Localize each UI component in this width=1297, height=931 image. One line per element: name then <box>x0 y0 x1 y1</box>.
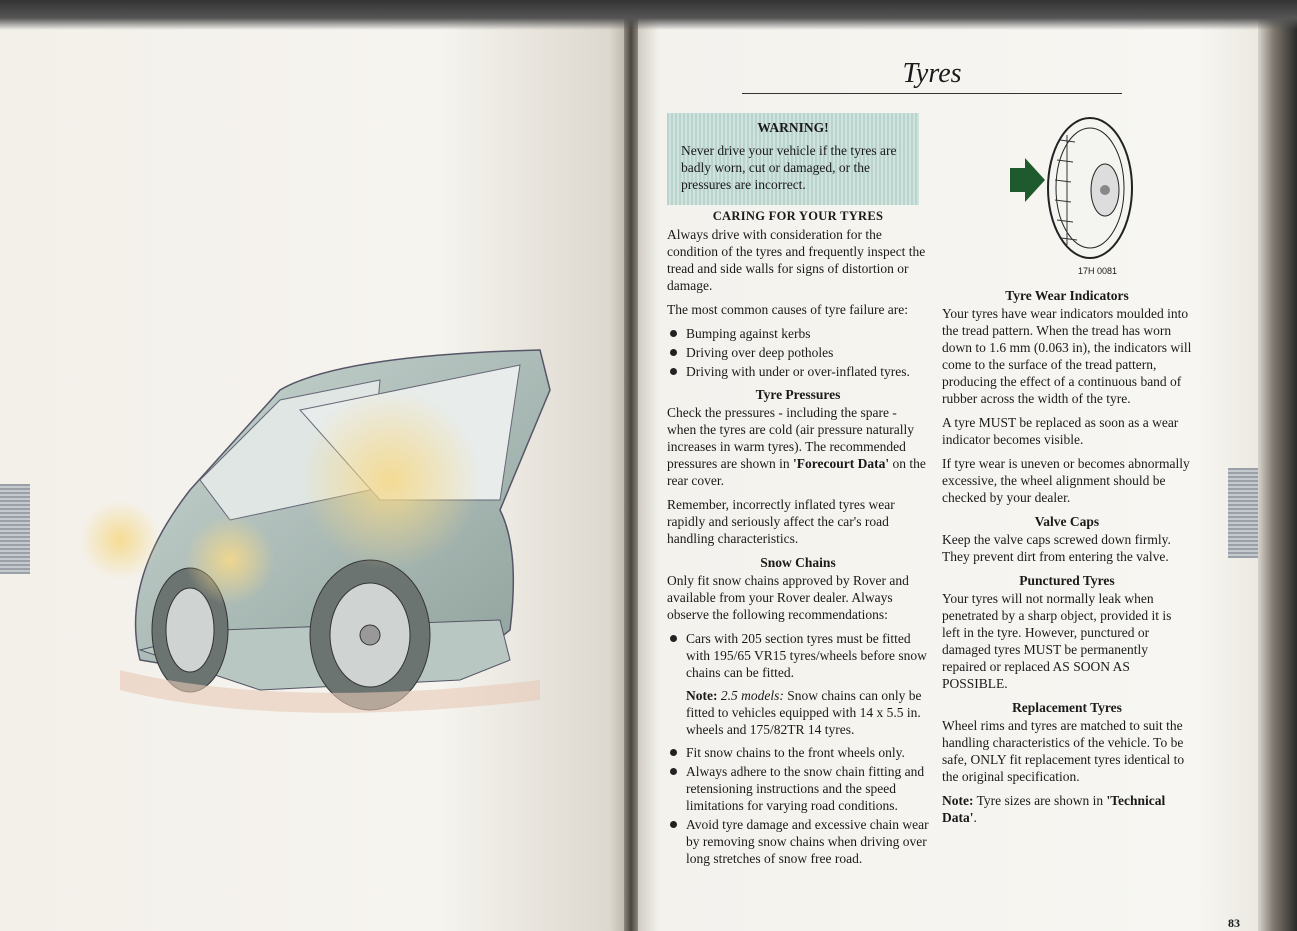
warning-box <box>667 113 919 205</box>
warning-text: Never drive your vehicle if the tyres are badly worn, cut or damaged, or the pressures are incorrect. <box>681 143 897 192</box>
caring-paragraph: Always drive with consideration for the condition of the tyres and frequently inspect the tread and side walls for signs of distortion or damage. <box>667 227 926 293</box>
wear-heading: Tyre Wear Indicators <box>1005 288 1129 303</box>
warning-title: WARNING! <box>757 120 829 135</box>
list-item: Avoid tyre damage and excessive chain wear by removing snow chains when driving over long stretches of snow free road. <box>667 816 929 867</box>
valve-heading: Valve Caps <box>1034 514 1100 529</box>
valve-paragraph: Keep the valve caps screwed down firmly. They prevent dirt from entering the valve. <box>942 532 1171 564</box>
list-item: Driving over deep potholes <box>667 344 929 361</box>
right-column <box>942 285 1192 833</box>
pressures-heading: Tyre Pressures <box>755 387 841 402</box>
snow-heading: Snow Chains <box>760 555 836 570</box>
list-item: Always adhere to the snow chain fitting and retensioning instructions and the speed limitations for varying road conditions. <box>667 763 929 814</box>
tyre-illustration <box>1005 110 1145 270</box>
list-item: Cars with 205 section tyres must be fitted with 195/65 VR15 tyres/wheels before snow chains can be fitted. <box>667 630 929 681</box>
page-number: 83 <box>1228 916 1240 930</box>
causes-list <box>667 325 929 380</box>
pressures-remember: Remember, incorrectly inflated tyres wear rapidly and seriously affect the car's road handling characteristics. <box>667 497 895 546</box>
left-column <box>667 208 929 873</box>
snow-list <box>667 630 929 681</box>
caring-heading: CARING FOR YOUR TYRES <box>712 209 884 223</box>
left-thumb-tab <box>0 484 30 574</box>
arrow-icon <box>1010 158 1045 202</box>
pressures-paragraph: Check the pressures - including the spare - when the tyres are cold (air pressure naturally increases in warm tyres). The recommended pressures are shown in 'Forecourt Data' on the rear cover. <box>667 405 926 488</box>
replacement-note: Note: Tyre sizes are shown in 'Technical Data'. <box>942 793 1166 825</box>
snow-list-2 <box>667 744 929 867</box>
car-illustration <box>80 330 560 750</box>
book-spine <box>624 0 638 931</box>
list-item: Fit snow chains to the front wheels only. <box>667 744 929 761</box>
punctured-paragraph: Your tyres will not normally leak when penetrated by a sharp object, provided it is left in the tyre. However, punctured or damaged tyres MUST be permanently repaired or replaced AS SOON AS POSSIBLE. <box>942 591 1172 691</box>
punctured-heading: Punctured Tyres <box>1019 573 1115 588</box>
page-title: Tyres <box>902 58 962 89</box>
replacement-heading: Replacement Tyres <box>1012 700 1122 715</box>
snow-paragraph: Only fit snow chains approved by Rover and available from your Rover dealer. Always observe the following recommendations: <box>667 573 909 622</box>
wear-uneven: If tyre wear is uneven or becomes abnormally excessive, the wheel alignment should be checked by your dealer. <box>942 456 1190 505</box>
list-item: Driving with under or over-inflated tyres. <box>667 363 929 380</box>
page-edge <box>1258 0 1297 931</box>
right-thumb-tab <box>1228 468 1258 558</box>
top-shadow <box>0 0 1297 30</box>
replacement-paragraph: Wheel rims and tyres are matched to suit the handling characteristics of the vehicle. To be safe, ONLY fit replacement tyres identical to the original specification. <box>942 718 1185 784</box>
title-rule <box>742 93 1122 94</box>
wear-paragraph: Your tyres have wear indicators moulded into the tread pattern. When the tread has worn down to 1.6 mm (0.063 in), the indicators will come to the surface of the tread pattern, producing the effect of a continuous band of rubber across the width of the tyre. <box>942 306 1192 406</box>
snow-note: Note: 2.5 models: Snow chains can only be fitted to vehicles equipped with 14 x 5.5 in. wheels and 175/82TR 14 tyres. <box>686 688 922 737</box>
list-item: Bumping against kerbs <box>667 325 929 342</box>
wear-must-replace: A tyre MUST be replaced as soon as a wear indicator becomes visible. <box>942 415 1179 447</box>
figure-code: 17H 0081 <box>1078 266 1118 276</box>
caring-causes-intro: The most common causes of tyre failure are: <box>667 302 909 317</box>
